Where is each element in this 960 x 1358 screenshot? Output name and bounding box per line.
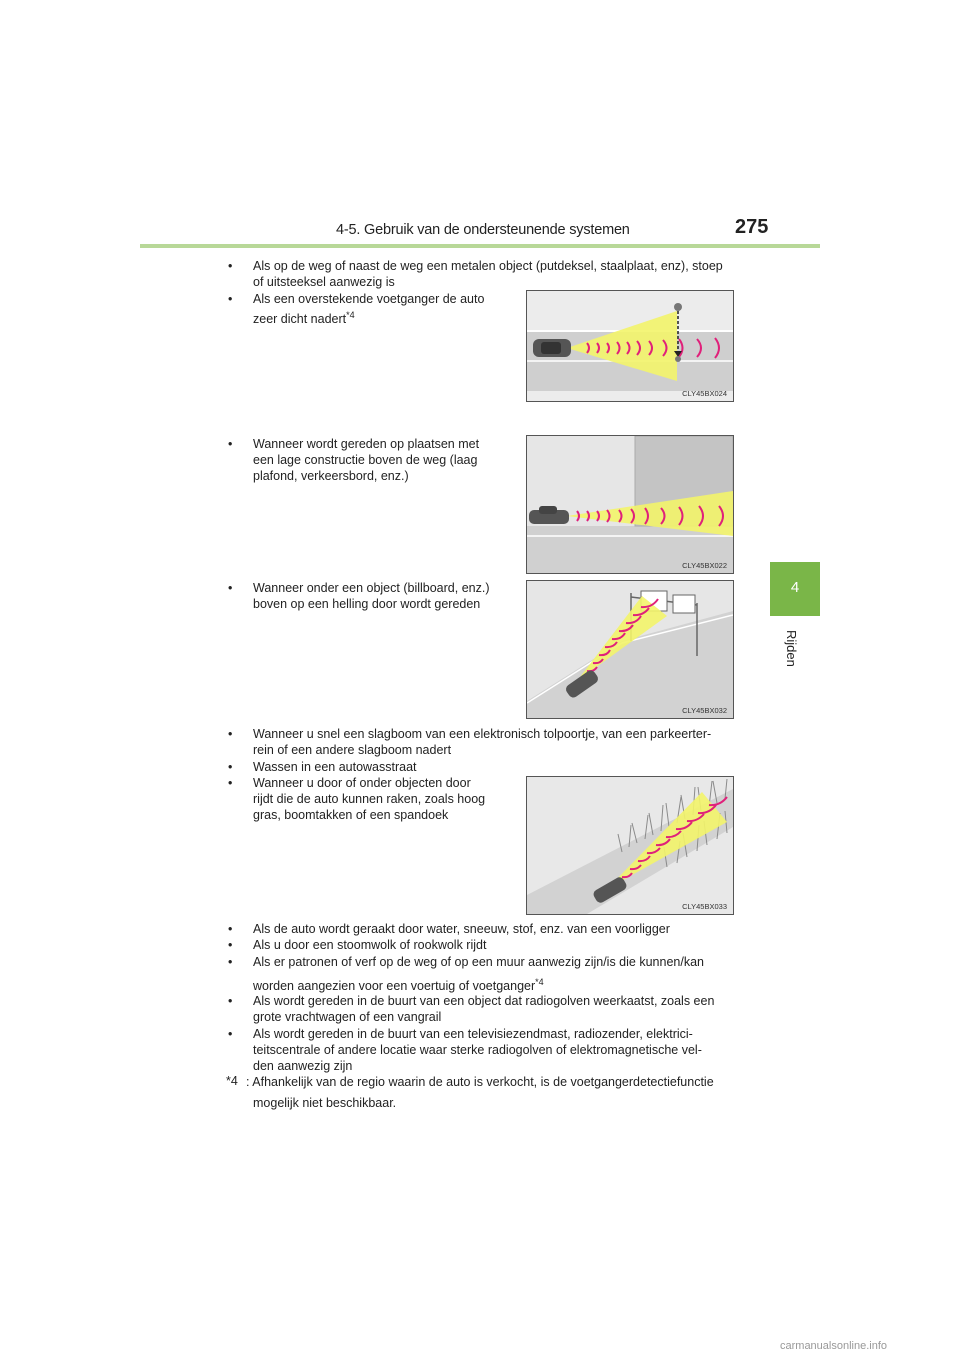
bullet: • — [228, 727, 233, 741]
list-item-text: of uitsteeksel aanwezig is — [253, 275, 395, 289]
footnote-ref[interactable]: *4 — [346, 310, 355, 320]
illustration-code: CLY45BX024 — [682, 389, 727, 398]
list-item-text: Als op de weg of naast de weg een metalen object (putdeksel, staalplaat, enz), stoep — [253, 259, 723, 273]
list-item-text: Als een overstekende voetganger de auto — [253, 292, 485, 306]
bullet: • — [228, 955, 233, 969]
footnote-mark: *4 — [226, 1074, 238, 1088]
list-item-text: Wanneer wordt gereden op plaatsen met — [253, 437, 480, 451]
list-item-text — [253, 974, 753, 994]
list-item-text: Wanneer u snel een slagboom van een elektronisch tolpoortje, van een parkeerter- — [253, 727, 712, 741]
bullet: • — [228, 994, 233, 1008]
list-item-text: Als wordt gereden in de buurt van een object dat radiogolven weerkaatst, zoals een — [253, 994, 715, 1008]
list-item-text: plafond, verkeersbord, enz.) — [253, 469, 409, 483]
footnote-text: : Afhankelijk van de regio waarin de auto is verkocht, is de voetgangerdetectiefunctie — [246, 1075, 714, 1089]
footnote-ref[interactable]: *4 — [535, 977, 544, 987]
list-item-text: Als u door een stoomwolk of rookwolk rijdt — [253, 938, 487, 952]
section-title: 4-5. Gebruik van de ondersteunende systemen — [336, 222, 630, 238]
list-item-text: gras, boomtakken of een spandoek — [253, 808, 449, 822]
watermark: carmanualsonline.info — [780, 1340, 888, 1352]
pedestrian-scene — [527, 291, 733, 401]
bullet: • — [228, 437, 233, 451]
chapter-number: 4 — [790, 579, 800, 596]
header-divider — [140, 244, 820, 248]
list-item-line: zeer dicht nadert — [253, 312, 347, 327]
bullet: • — [228, 581, 233, 595]
footnote-text: mogelijk niet beschikbaar. — [253, 1096, 397, 1110]
page-number: 275 — [735, 216, 769, 238]
illustration-billboard-slope — [526, 580, 734, 719]
list-item-text: een lage constructie boven de weg (laag — [253, 453, 478, 467]
list-item-text: grote vrachtwagen of een vangrail — [253, 1010, 442, 1024]
chapter-tab[interactable] — [770, 562, 820, 616]
bullet: • — [228, 760, 233, 774]
list-item-text: Wassen in een autowasstraat — [253, 760, 417, 774]
list-item-text — [253, 307, 518, 327]
list-item-text: teitscentrale of andere locatie waar sterke radiogolven of elektromagnetische vel- — [253, 1043, 702, 1057]
list-item-text: Als de auto wordt geraakt door water, sneeuw, stof, enz. van een voorligger — [253, 922, 670, 936]
list-item-text: Wanneer onder een object (billboard, enz.) — [253, 581, 490, 595]
list-item-text: den aanwezig zijn — [253, 1059, 353, 1073]
bullet: • — [228, 259, 233, 273]
bullet: • — [228, 938, 233, 952]
illustration-pedestrian — [526, 290, 734, 402]
illustration-tall-grass — [526, 776, 734, 915]
low-structure-scene — [527, 436, 733, 573]
illustration-code: CLY45BX033 — [682, 902, 727, 911]
list-item-text: boven op een helling door wordt gereden — [253, 597, 481, 611]
list-item-text: rijdt die de auto kunnen raken, zoals hoog — [253, 792, 486, 806]
chapter-label: Rijden — [784, 630, 799, 667]
illustration-code: CLY45BX022 — [682, 561, 727, 570]
list-item-text: Als er patronen of verf op de weg of op een muur aanwezig zijn/is die kunnen/kan — [253, 955, 704, 969]
list-item-text: Als wordt gereden in de buurt van een televisiezendmast, radiozender, elektrici- — [253, 1027, 693, 1041]
illustration-code: CLY45BX032 — [682, 706, 727, 715]
illustration-low-structure — [526, 435, 734, 574]
bullet: • — [228, 776, 233, 790]
list-item-text: rein of een andere slagboom nadert — [253, 743, 452, 757]
bullet: • — [228, 292, 233, 306]
list-item-line: worden aangezien voor een voertuig of voetganger — [253, 979, 536, 994]
tall-grass-scene — [527, 777, 733, 914]
bullet: • — [228, 922, 233, 936]
list-item-text: Wanneer u door of onder objecten door — [253, 776, 471, 790]
billboard-slope-scene — [527, 581, 733, 718]
bullet: • — [228, 1027, 233, 1041]
